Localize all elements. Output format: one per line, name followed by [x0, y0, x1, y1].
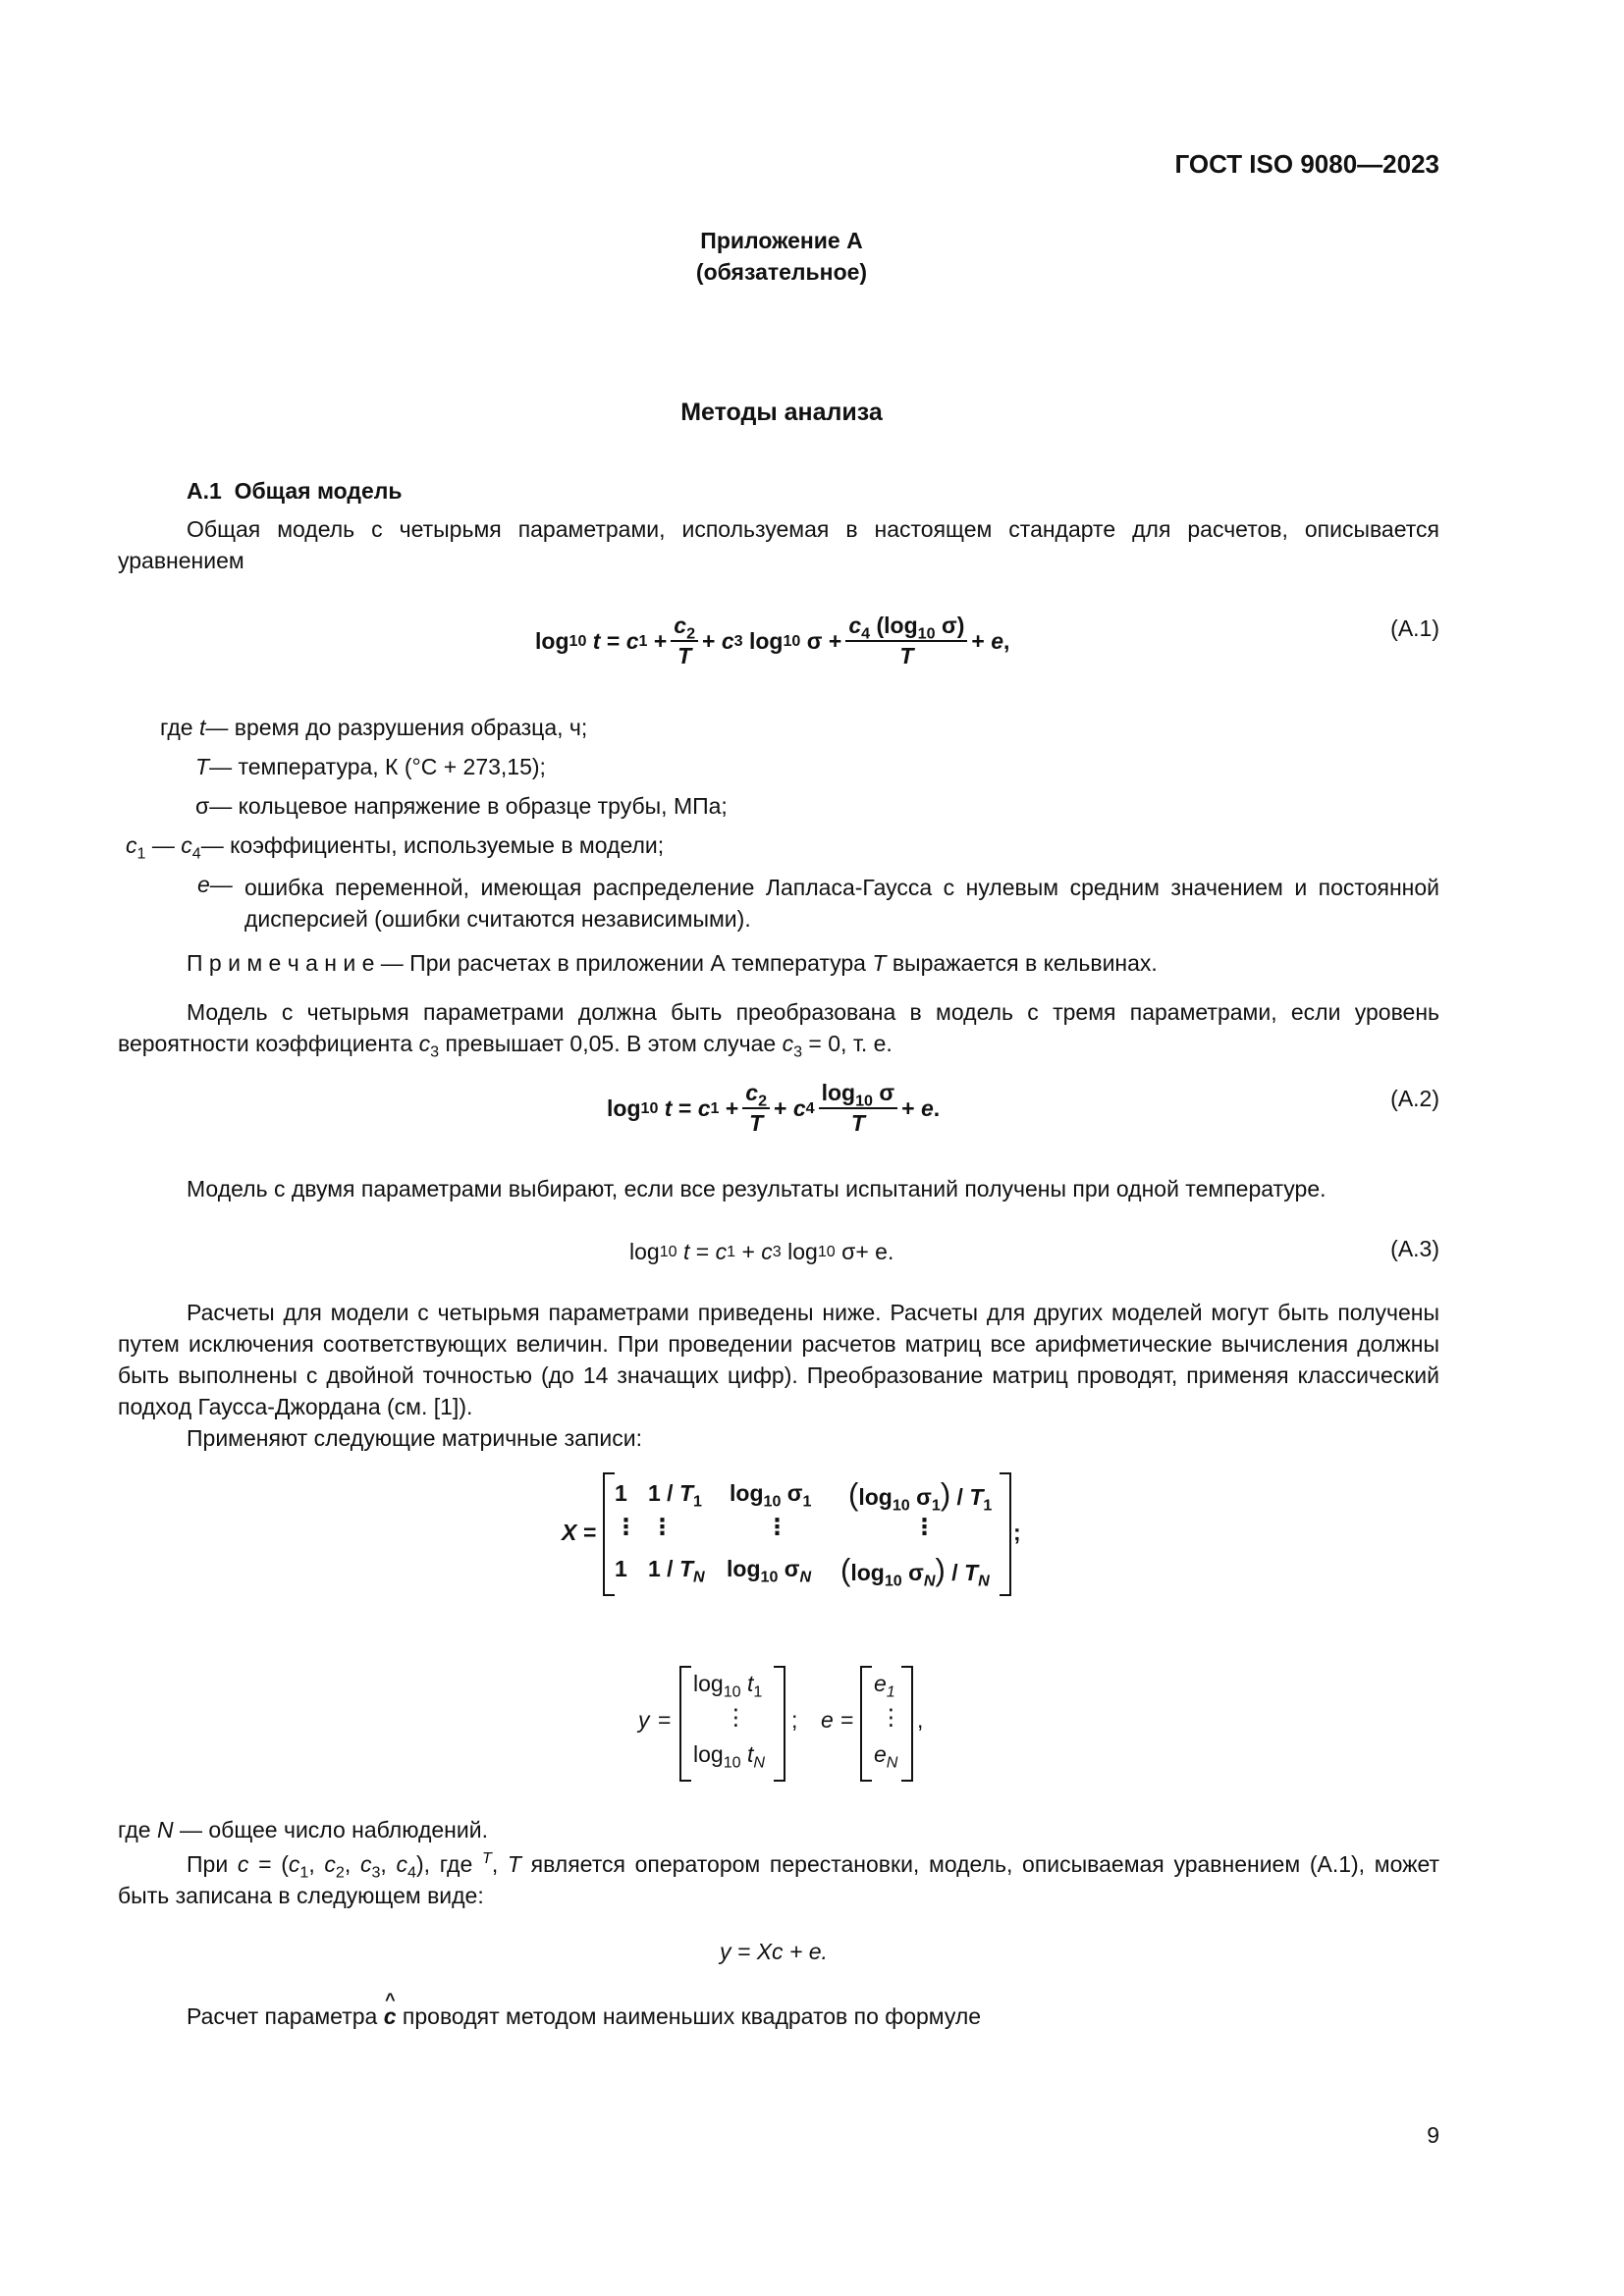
matrix-x-r3c2: $1 / T_N$: [648, 1556, 705, 1586]
page-number: 9: [1427, 2122, 1439, 2148]
note-label: П р и м е ч а н и е: [187, 950, 375, 976]
parameter-vector-paragraph: При $c = (c_1$, $c_2$, $c_3$, $c_4$), где $^T$, T является оператором перестановки, модель, описываемая уравнением (А.1), может быть записана в следующем виде:: [118, 1849, 1440, 1908]
subsection-number: А.1: [187, 478, 222, 504]
matrix-x-dots-c2: ⋮: [651, 1514, 674, 1539]
fraction-c2-over-T-a2: $\frac{c_2}{T}$: [742, 1082, 770, 1135]
vector-y-right-bracket: [774, 1666, 785, 1782]
n-definition: где N — общее число наблюдений.: [118, 1817, 488, 1842]
matrix-x-r3c3: $\log_{10} \sigma_N$: [727, 1556, 812, 1586]
vector-e-name: e: [821, 1707, 834, 1733]
vector-e-eqsign: =: [840, 1707, 854, 1733]
matrix-intro-paragraph: Применяют следующие матричные записи:: [187, 1425, 642, 1451]
matrix-x-end: ;: [1013, 1520, 1021, 1545]
vector-y-dots: ⋮: [725, 1704, 747, 1730]
matrix-x-r3c1: 1: [615, 1556, 627, 1581]
least-squares-paragraph: Расчет параметра ^ c проводят методом наименьших квадратов по формуле: [187, 2003, 981, 2030]
vector-e-left-bracket: [860, 1666, 872, 1782]
three-parameter-paragraph: Модель с четырьмя параметрами должна быть преобразована в модель с тремя параметрами, если уровень вероятности коэффициента $c_3$ превышает 0,05. В этом случае $c_3 = 0$, т. е.: [118, 999, 1439, 1061]
matrix-x-dots-c1: ⋮: [615, 1514, 637, 1539]
vector-y-eqsign: =: [658, 1707, 672, 1733]
vector-e-r1: $e_1$: [874, 1671, 895, 1701]
note: П р и м е ч а н и е — При расчетах в приложении А температура T выражается в кельвинах.: [187, 950, 1158, 976]
matrix-x-dots-c4: ⋮: [913, 1514, 936, 1539]
c-hat-symbol: ^ c: [384, 2003, 397, 2030]
vector-e-r3: $e_N$: [874, 1741, 898, 1772]
two-parameter-paragraph: Модель с двумя параметрами выбирают, если все результаты испытаний получены при одной температуре.: [187, 1176, 1326, 1201]
matrix-x-name: X: [562, 1520, 577, 1545]
equation-a3: log 10 t = c 1 + c 3 log 10 σ + e.: [629, 1238, 894, 1264]
vector-e-right-bracket: [901, 1666, 913, 1782]
definition-T: T— температура, К (°С + 273,15);: [195, 754, 546, 779]
matrix-x-r1c4: ($\log_{10}$ $\sigma_1) / T_1$: [848, 1477, 993, 1515]
definition-sigma: σ— кольцевое напряжение в образце трубы, МПа;: [195, 793, 728, 819]
definition-t: где t— время до разрушения образца, ч;: [160, 715, 588, 740]
definition-e: e—: [197, 872, 233, 897]
subsection-title: Общая модель: [234, 478, 403, 504]
equation-a2: log 10 t = c 1 + $\frac{c_2}{T}$ + c 4 $\frac{\log_{10} \sigma}{T}$ + e .: [607, 1080, 941, 1136]
matrix-x-r3c4: ($\log_{10}$ $\sigma_N) / T_N$: [840, 1553, 990, 1590]
calculation-paragraph: Расчеты для модели с четырьмя параметрами приведены ниже. Расчеты для других моделей могут быть получены путем исключения соответствующих величин. При проведении расчетов матриц все арифметические вычисления должны быть выполнены с двойной точностью (до 14 значащих цифр). Преобразование матриц проводят, применяя классический подход Гаусса-Джордана (см. [1]).: [118, 1300, 1439, 1419]
vector-y-r1: $\log_{10} t_1$: [693, 1671, 763, 1701]
fraction-c4-log-sigma-over-T: $\frac{c_4 (\log_{10} \sigma)}{T}$: [845, 614, 967, 667]
vector-y-left-bracket: [679, 1666, 691, 1782]
matrix-x-dots-c3: ⋮: [766, 1514, 788, 1539]
vector-y-separator: ;: [791, 1707, 798, 1733]
equation-a1-number: (А.1): [1390, 615, 1439, 641]
equation-a1: log 10 t = c 1 + $\frac{c_2}{T}$ + c 3 log 10 σ + $\frac{c_4 (\log_{10} \sigma)}{T}$ + e ,: [535, 613, 1010, 668]
vector-e-end: ,: [917, 1707, 924, 1733]
matrix-x-r1c3: $\log_{10} \sigma_1$: [730, 1480, 812, 1511]
document-id: ГОСТ ISO 9080—2023: [1174, 149, 1439, 179]
matrix-x-r1c1: 1: [615, 1480, 627, 1506]
fraction-log-sigma-over-T-a2: $\frac{\log_{10} \sigma}{T}$: [819, 1082, 898, 1135]
section-title: Методы анализа: [680, 399, 883, 426]
definition-coefficients: $c_1$ — $c_4—$ коэффициенты, используемые в модели;: [126, 832, 665, 863]
matrix-x-r1c2: $1 / T_1$: [648, 1480, 702, 1511]
fraction-c2-over-T: $\frac{c_2}{T}$: [671, 614, 698, 667]
definition-e-text: ошибка переменной, имеющая распределение Лапласа-Гаусса с нулевым средним значением и постоянной дисперсией (ошибки считаются независимыми).: [244, 875, 1439, 932]
annex-title: Приложение А: [700, 228, 863, 253]
vector-y-name: y: [638, 1707, 650, 1733]
equation-a3-number: (А.3): [1390, 1236, 1439, 1261]
vector-e-dots: ⋮: [880, 1704, 902, 1730]
matrix-x-eqsign: =: [583, 1520, 597, 1545]
equation-a2-number: (А.2): [1390, 1086, 1439, 1111]
vector-y-r3: $\log_{10} t_N$: [693, 1741, 766, 1772]
intro-paragraph: Общая модель с четырьмя параметрами, используемая в настоящем стандарте для расчетов, описывается уравнением: [118, 516, 1439, 573]
linear-model-equation: y = Xc + e.: [720, 1939, 828, 1964]
annex-status: (обязательное): [695, 259, 868, 285]
